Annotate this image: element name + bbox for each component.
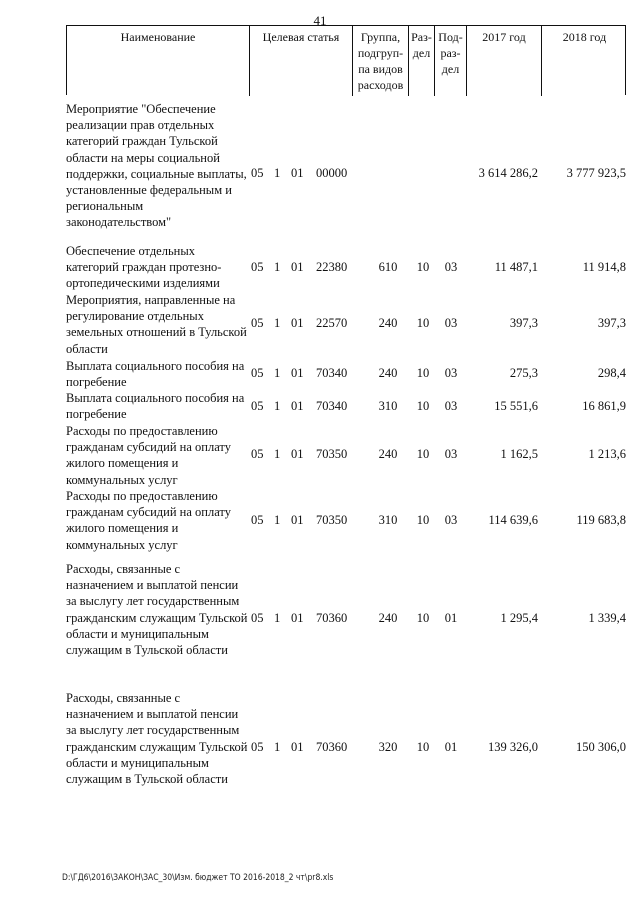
cell-target-2: 1 [274,447,281,461]
cell-subsection: 03 [444,447,458,461]
row-name: Обеспечение отдельных категорий граждан протезно-ортопедическими изделиями [66,244,222,291]
cell-target-2: 1 [274,166,281,180]
cell-group: 310 [378,399,398,413]
cell-target-3: 01 [291,447,304,461]
cell-group: 240 [378,611,398,625]
cell-2018: 150 306,0 [576,740,626,754]
cell-2017: 1 295,4 [500,611,538,625]
cell-target-3: 01 [291,399,304,413]
header-name: Наименование [67,26,250,96]
cell-target-3: 01 [291,166,304,180]
cell-target-4: 70360 [316,611,348,625]
cell-target-4: 70350 [316,447,348,461]
cell-2017: 275,3 [509,366,538,380]
table-header [66,25,626,95]
header-section-line: Раз- [411,30,432,44]
cell-target-1: 05 [251,447,264,461]
cell-2018: 1 339,4 [588,611,626,625]
cell-target-2: 1 [274,260,281,274]
row-name: Расходы, связанные с назначением и выплатой пенсии за выслугу лет государственным гражданским служащим Тульской области и муниципальным служащим в Тульской области [66,691,248,787]
cell-2017: 1 162,5 [500,447,538,461]
cell-target-4: 70360 [316,740,348,754]
header-group [353,26,409,96]
cell-target-4: 70340 [316,399,348,413]
page-number: 41 [313,13,327,28]
cell-target-1: 05 [251,366,264,380]
header-target: Целевая статья [250,26,353,96]
row-name: Мероприятия, направленные на регулирование отдельных земельных отношений в Тульской области [66,293,247,356]
cell-section: 10 [416,399,430,413]
cell-section: 10 [416,316,430,330]
cell-target-2: 1 [274,611,281,625]
header-subsection-line: Под- [438,30,463,44]
cell-section: 10 [416,740,430,754]
cell-target-4: 22380 [316,260,348,274]
cell-section: 10 [416,260,430,274]
cell-2018: 298,4 [597,366,626,380]
cell-subsection: 03 [444,399,458,413]
cell-target-4: 70340 [316,366,348,380]
row-name: Расходы по предоставлению гражданам субсидий на оплату жилого помещения и коммунальных услуг [66,424,231,487]
cell-target-2: 1 [274,316,281,330]
cell-target-3: 01 [291,513,304,527]
cell-group: 240 [378,316,398,330]
header-group-line: расходов [357,78,404,92]
header-subsection-line: дел [441,62,460,76]
header-group-line: Группа, [360,30,401,44]
cell-subsection: 01 [444,611,458,625]
cell-section: 10 [416,366,430,380]
row-name: Расходы, связанные с назначением и выплатой пенсии за выслугу лет государственным гражданским служащим Тульской области и муниципальным служащим в Тульской области [66,562,248,658]
cell-2018: 119 683,8 [576,513,626,527]
cell-2017: 3 614 286,2 [478,166,538,180]
header-subsection-line: раз- [440,46,461,60]
header-group-line: па видов [358,62,403,76]
file-path-footer: D:\ГД6\2016\ЗАКОН\ЗАС_30\Изм. бюджет ТО 2016-2018_2 чт\pr8.xls [62,873,334,883]
cell-group: 320 [378,740,398,754]
cell-2017: 397,3 [509,316,538,330]
cell-2018: 397,3 [597,316,626,330]
cell-target-3: 01 [291,740,304,754]
cell-target-3: 01 [291,316,304,330]
cell-2018: 16 861,9 [582,399,626,413]
cell-group: 240 [378,366,398,380]
cell-group: 610 [378,260,398,274]
cell-target-3: 01 [291,260,304,274]
cell-subsection: 03 [444,316,458,330]
cell-target-4: 70350 [316,513,348,527]
header-subsection [435,26,467,96]
cell-target-2: 1 [274,740,281,754]
header-section [409,26,435,96]
cell-target-1: 05 [251,260,264,274]
cell-target-2: 1 [274,399,281,413]
row-name: Мероприятие "Обеспечение реализации прав отдельных категорий граждан Тульской области на меры социальной поддержки, социальные выплаты, установленные федеральным и региональным законодательством" [66,102,247,230]
cell-section: 10 [416,447,430,461]
cell-target-1: 05 [251,740,264,754]
header-2018: 2018 год [562,30,607,44]
cell-subsection: 03 [444,366,458,380]
cell-target-3: 01 [291,611,304,625]
cell-target-1: 05 [251,399,264,413]
cell-group: 240 [378,447,398,461]
header-section-line: дел [412,46,431,60]
row-name: Выплата социального пособия на погребение [66,391,245,422]
cell-2017: 15 551,6 [494,399,538,413]
cell-section: 10 [416,611,430,625]
cell-subsection: 01 [444,740,458,754]
cell-target-1: 05 [251,316,264,330]
cell-target-1: 05 [251,513,264,527]
cell-2018: 1 213,6 [588,447,626,461]
cell-subsection: 03 [444,513,458,527]
cell-target-2: 1 [274,513,281,527]
row-name: Расходы по предоставлению гражданам субсидий на оплату жилого помещения и коммунальных услуг [66,489,231,552]
cell-target-3: 01 [291,366,304,380]
cell-2018: 11 914,8 [582,260,626,274]
cell-target-1: 05 [251,166,264,180]
cell-target-4: 00000 [316,166,348,180]
header-2017: 2017 год [467,26,542,96]
cell-2017: 139 326,0 [488,740,538,754]
cell-target-1: 05 [251,611,264,625]
cell-target-2: 1 [274,366,281,380]
cell-subsection: 03 [444,260,458,274]
row-name: Выплата социального пособия на погребение [66,359,245,390]
cell-group: 310 [378,513,398,527]
cell-2018: 3 777 923,5 [566,166,626,180]
header-group-line: подгруп- [357,46,404,60]
cell-target-4: 22570 [316,316,348,330]
cell-section: 10 [416,513,430,527]
cell-2017: 114 639,6 [488,513,538,527]
cell-2017: 11 487,1 [494,260,538,274]
